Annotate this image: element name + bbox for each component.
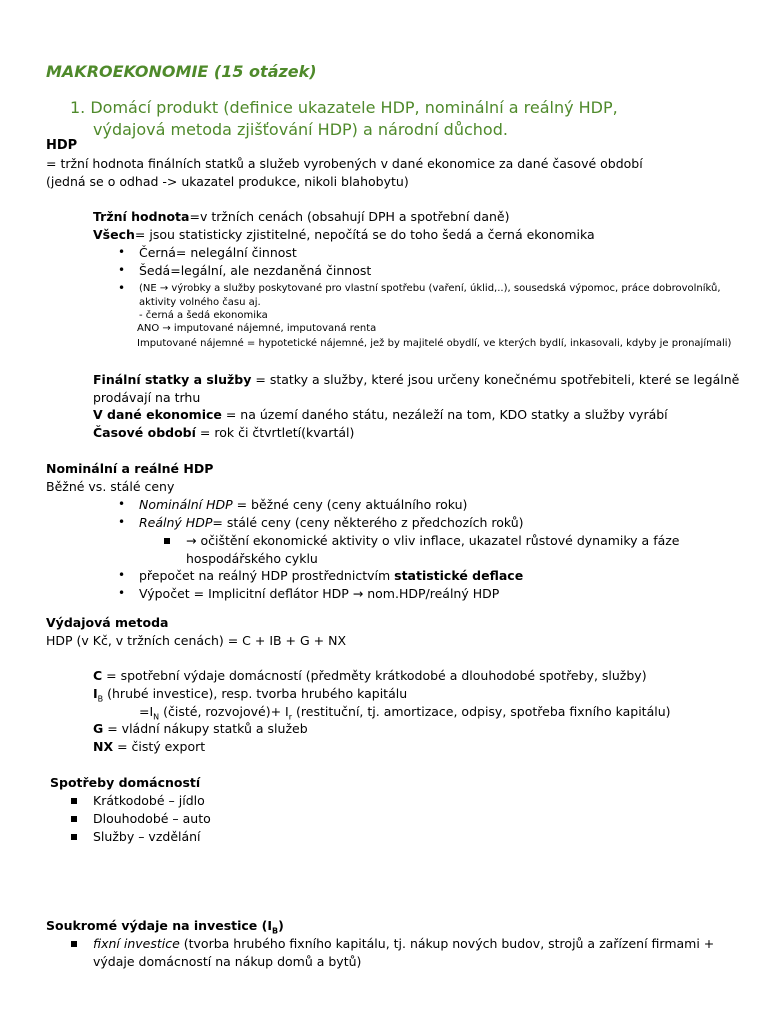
bullet-icon: • xyxy=(118,586,126,600)
list-item xyxy=(139,497,467,512)
soukrome-subscript: B xyxy=(272,926,279,936)
i-subscript: B xyxy=(97,694,104,704)
small-note: ANO → imputované nájemné, imputovaná renta xyxy=(137,323,377,334)
dane-line xyxy=(93,407,668,422)
nx-term: NX xyxy=(93,739,114,754)
g-term: G xyxy=(93,721,104,736)
vsech-text: = jsou statisticky zjistitelné, nepočítá se do toho šedá a černá ekonomika xyxy=(134,227,595,242)
soukrome-heading xyxy=(46,918,284,936)
list-item: Šedá=legální, ale nezdaněná činnost xyxy=(139,263,372,278)
bullet-icon: • xyxy=(118,281,126,295)
in-pre: =I xyxy=(139,704,154,719)
square-bullet-icon xyxy=(164,538,170,544)
hdp-heading: HDP xyxy=(46,138,78,153)
list-item xyxy=(139,515,524,530)
vydajova-formula: HDP (v Kč, v tržních cenách) = C + IB + G + NX xyxy=(46,633,347,648)
soukrome-item-line1 xyxy=(93,936,714,951)
nx-text: = čistý export xyxy=(113,739,206,754)
square-bullet-icon xyxy=(71,798,77,804)
fixni-term: fixní investice xyxy=(93,936,180,951)
c-text: = spotřební výdaje domácností (předměty krátkodobé a dlouhodobé spotřeby, služby) xyxy=(102,668,647,683)
soukrome-item-line2: výdaje domácností na nákup domů a bytů) xyxy=(93,954,362,969)
list-item: Služby – vzdělání xyxy=(93,829,201,844)
list-item: Dlouhodobé – auto xyxy=(93,811,211,826)
ir-subscript: r xyxy=(288,712,293,722)
in-text: (restituční, tj. amortizace, odpisy, spotřeba fixního kapitálu) xyxy=(292,704,671,719)
small-note: (NE → výrobky a služby poskytované pro vlastní spotřebu (vaření, úklid,..), sousedská výpomoc, práce dobrovolníků, xyxy=(139,283,721,294)
dane-text: = na území daného státu, nezáleží na tom, KDO statky a služby vyrábí xyxy=(221,407,668,422)
hdp-definition: = tržní hodnota finálních statků a služeb vyrobených v dané ekonomice za dané časové období xyxy=(46,156,643,171)
list-item: Krátkodobé – jídlo xyxy=(93,793,205,808)
finalni-line2: prodávají na trhu xyxy=(93,390,201,405)
vsech-line xyxy=(93,227,595,242)
vydajova-heading: Výdajová metoda xyxy=(46,615,169,630)
deflace-text: přepočet na reálný HDP prostřednictvím xyxy=(139,568,395,583)
casove-line xyxy=(93,425,354,440)
section-heading-1-line2: výdajová metoda zjišťování HDP) a národní důchod. xyxy=(93,120,508,139)
finalni-term: Finální statky a služby xyxy=(93,372,252,387)
small-note: Imputované nájemné = hypotetické nájemné, jež by majitelé obydlí, ve kterých bydlí, inkasovali, kdyby je pronajímali) xyxy=(137,338,732,349)
soukrome-heading-close: ) xyxy=(278,918,284,933)
bullet-icon: • xyxy=(118,245,126,259)
trzni-hodnota-line xyxy=(93,209,510,224)
list-item: Výpočet = Implicitní deflátor HDP → nom.HDP/reálný HDP xyxy=(139,586,500,601)
soukrome-heading-text: Soukromé výdaje na investice (I xyxy=(46,918,273,933)
square-bullet-icon xyxy=(71,816,77,822)
nx-line xyxy=(93,739,205,754)
g-line xyxy=(93,721,308,736)
in-mid: (čisté, rozvojové)+ I xyxy=(159,704,289,719)
i-text: (hrubé investice), resp. tvorba hrubého kapitálu xyxy=(103,686,408,701)
section-heading-1-line1: 1. Domácí produkt (definice ukazatele HDP, nominální a reálný HDP, xyxy=(70,98,618,117)
casove-term: Časové období xyxy=(93,425,196,440)
i-line xyxy=(93,686,407,704)
square-bullet-icon xyxy=(71,941,77,947)
nominal-text: = běžné ceny (ceny aktuálního roku) xyxy=(232,497,468,512)
document-title: MAKROEKONOMIE (15 otázek) xyxy=(46,62,317,81)
i-term: I xyxy=(93,686,98,701)
fixni-text: (tvorba hrubého fixního kapitálu, tj. nákup nových budov, strojů a zařízení firmami + xyxy=(179,936,715,951)
in-line xyxy=(139,704,671,722)
bullet-icon: • xyxy=(118,497,126,511)
hdp-note: (jedná se o odhad -> ukazatel produkce, nikoli blahobytu) xyxy=(46,174,409,189)
nominal-subheading: Běžné vs. stálé ceny xyxy=(46,479,175,494)
finalni-text: = statky a služby, které jsou určeny konečnému spotřebiteli, které se legálně xyxy=(251,372,740,387)
bullet-icon: • xyxy=(118,568,126,582)
bullet-icon: • xyxy=(118,515,126,529)
spotreby-heading: Spotřeby domácností xyxy=(50,775,201,790)
c-term: C xyxy=(93,668,103,683)
list-item xyxy=(139,568,523,583)
g-text: = vládní nákupy statků a služeb xyxy=(103,721,308,736)
vsech-term: Všech xyxy=(93,227,135,242)
nominal-heading: Nominální a reálné HDP xyxy=(46,461,214,476)
sub-item-line1: → očištění ekonomické aktivity o vliv inflace, ukazatel růstové dynamiky a fáze xyxy=(186,533,680,548)
list-item: Černá= nelegální činnost xyxy=(139,245,297,260)
small-note: - černá a šedá ekonomika xyxy=(139,310,268,321)
sub-item-line2: hospodářského cyklu xyxy=(186,551,318,566)
square-bullet-icon xyxy=(71,834,77,840)
dane-term: V dané ekonomice xyxy=(93,407,222,422)
deflace-term: statistické deflace xyxy=(394,568,524,583)
in-subscript: N xyxy=(153,712,160,722)
bullet-icon: • xyxy=(118,263,126,277)
real-text: = stálé ceny (ceny některého z předchozích roků) xyxy=(212,515,524,530)
c-line xyxy=(93,668,647,683)
real-term: Reálný HDP xyxy=(139,515,213,530)
small-note: aktivity volného času aj. xyxy=(139,297,261,308)
trzni-hodnota-term: Tržní hodnota xyxy=(93,209,190,224)
casove-text: = rok či čtvrtletí(kvartál) xyxy=(195,425,355,440)
finalni-line xyxy=(93,372,739,387)
trzni-hodnota-text: =v tržních cenách (obsahují DPH a spotřební daně) xyxy=(189,209,510,224)
nominal-term: Nominální HDP xyxy=(139,497,233,512)
